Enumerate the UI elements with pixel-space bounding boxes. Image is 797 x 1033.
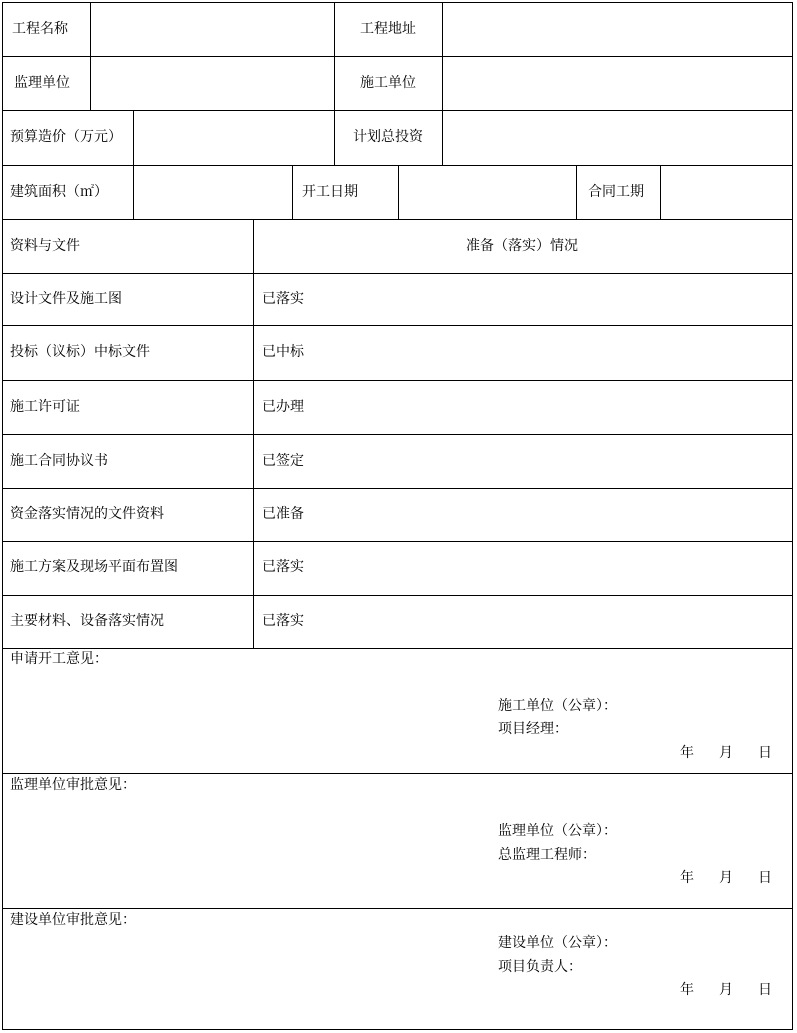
row-divider (2, 219, 793, 220)
documents-column-header: 资料与文件 (10, 238, 80, 254)
document-status: 已准备 (262, 506, 304, 522)
supervision-date-day: 日 (758, 870, 772, 886)
construction-unit-label: 施工单位 (360, 75, 416, 91)
apply-date-year: 年 (680, 745, 694, 761)
apply-date-month: 月 (719, 745, 733, 761)
document-status: 已办理 (262, 399, 304, 415)
row-divider (2, 110, 793, 111)
document-item: 投标（议标）中标文件 (10, 344, 150, 360)
supervision-opinion-title: 监理单位审批意见： (10, 777, 136, 793)
project-address-label: 工程地址 (360, 21, 416, 37)
supervision-date-month: 月 (719, 870, 733, 886)
col-divider (398, 165, 399, 219)
apply-signer-label: 项目经理： (498, 721, 568, 737)
row-divider (2, 325, 793, 326)
document-item: 施工方案及现场平面布置图 (10, 559, 178, 575)
supervision-unit-label: 监理单位 (14, 75, 70, 91)
document-status: 已落实 (262, 613, 304, 629)
col-divider (660, 165, 661, 219)
table-border-right (792, 2, 793, 1030)
document-status: 已中标 (262, 344, 304, 360)
apply-seal-label: 施工单位（公章）： (498, 698, 617, 714)
document-item: 设计文件及施工图 (10, 291, 122, 307)
document-item: 施工许可证 (10, 399, 80, 415)
apply-opinion-title: 申请开工意见： (10, 651, 108, 667)
row-divider (2, 273, 793, 274)
row-divider (2, 488, 793, 489)
col-divider (292, 165, 293, 219)
owner-opinion-title: 建设单位审批意见： (10, 912, 136, 928)
owner-date-month: 月 (719, 982, 733, 998)
document-item: 主要材料、设备落实情况 (10, 613, 164, 629)
budget-label: 预算造价（万元） (10, 129, 122, 145)
document-status: 已落实 (262, 291, 304, 307)
contract-period-label: 合同工期 (588, 184, 644, 200)
document-status: 已签定 (262, 453, 304, 469)
document-status: 已落实 (262, 559, 304, 575)
document-item: 施工合同协议书 (10, 453, 108, 469)
table-border-left (2, 2, 3, 1030)
col-divider (90, 2, 91, 110)
start-date-label: 开工日期 (302, 184, 358, 200)
supervision-signer-label: 总监理工程师： (498, 847, 596, 863)
owner-date-year: 年 (680, 982, 694, 998)
row-divider (2, 595, 793, 596)
apply-date-day: 日 (758, 745, 772, 761)
supervision-date-year: 年 (680, 870, 694, 886)
row-divider (2, 56, 793, 57)
col-divider (334, 2, 335, 165)
row-divider (2, 541, 793, 542)
row-divider (2, 380, 793, 381)
commencement-application-form (2, 2, 793, 1030)
row-divider (2, 773, 793, 774)
owner-date-day: 日 (758, 982, 772, 998)
readiness-column-header: 准备（落实）情况 (466, 238, 578, 254)
table-border-bottom (2, 1029, 793, 1030)
col-divider (133, 110, 134, 219)
row-divider (2, 434, 793, 435)
col-divider (576, 165, 577, 219)
row-divider (2, 648, 793, 649)
planned-investment-label: 计划总投资 (353, 129, 423, 145)
project-name-label: 工程名称 (12, 21, 68, 37)
owner-signer-label: 项目负责人： (498, 959, 582, 975)
table-border-top (2, 2, 793, 3)
owner-seal-label: 建设单位（公章）： (498, 935, 617, 951)
building-area-label: 建筑面积（㎡） (10, 184, 108, 200)
document-item: 资金落实情况的文件资料 (10, 506, 164, 522)
supervision-seal-label: 监理单位（公章）： (498, 823, 617, 839)
row-divider (2, 908, 793, 909)
col-divider (253, 219, 254, 648)
col-divider (442, 2, 443, 165)
